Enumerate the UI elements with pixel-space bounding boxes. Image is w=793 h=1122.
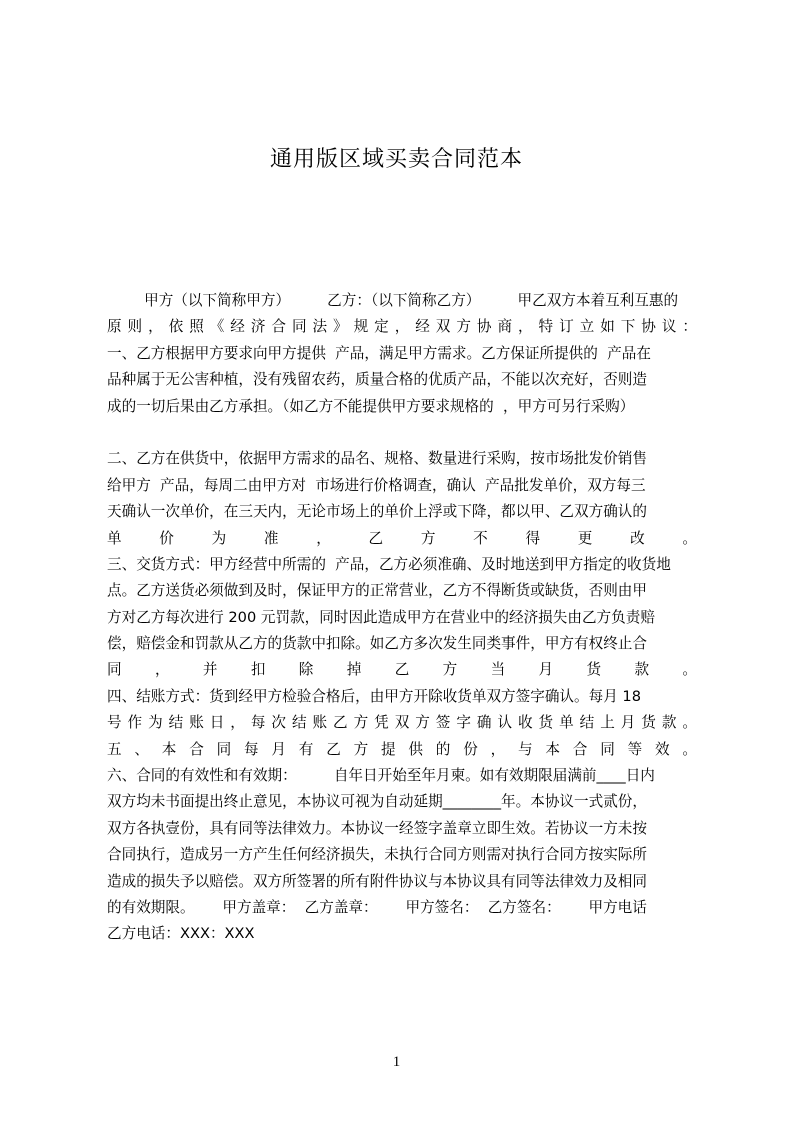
- paragraph-line: 二、乙方在供货中，依据甲方需求的品名、规格、数量进行采购，按市场批发价销售: [107, 450, 647, 468]
- paragraph-line: 的有效期限。 甲方盖章： 乙方盖章： 甲方签名： 乙方签名： 甲方电话: [107, 898, 647, 916]
- paragraph-line: 方对乙方每次进行 200 元罚款，同时因此造成甲方在营业中的经济损失由乙方负责赔: [107, 608, 655, 626]
- paragraph-line: 号作为结账日，每次结账乙方凭双方签字确认收货单结上月货款。: [107, 714, 697, 732]
- page-number: 1: [392, 1054, 401, 1070]
- paragraph-line: 造成的损失予以赔偿。双方所签署的所有附件协议与本协议具有同等法律效力及相同: [107, 872, 647, 890]
- paragraph-line: 成的一切后果由乙方承担。（如乙方不能提供甲方要求规格的 ，甲方可另行采购）: [107, 397, 635, 415]
- paragraph-line: 品种属于无公害种植，没有残留农药，质量合格的优质产品，不能以次充好，否则造: [107, 371, 647, 389]
- document-title: 通用版区域买卖合同范本: [269, 147, 523, 172]
- paragraph-line: 双方各执壹份，具有同等法律效力。本协议一经签字盖章立即生效。若协议一方未按: [107, 819, 647, 837]
- paragraph-line: 四、结账方式：货到经甲方检验合格后，由甲方开除收货单双方签字确认。每月 18: [107, 687, 641, 705]
- paragraph-gap: [107, 420, 697, 446]
- contract-body: [107, 288, 697, 948]
- paragraph-line: 点。乙方送货必须做到及时，保证甲方的正常营业，乙方不得断货或缺货，否则由甲: [107, 582, 647, 600]
- paragraph-line: 天确认一次单价，在三天内，无论市场上的单价上浮或下降，都以甲、乙双方确认的: [107, 503, 647, 521]
- paragraph-line: 同，并扣除掉乙方当月货款。: [107, 661, 697, 679]
- paragraph-line: 双方均未书面提出终止意见，本协议可视为自动延期________年。本协议一式贰份，: [107, 793, 647, 811]
- paragraph-line: 一、乙方根据甲方要求向甲方提供 产品，满足甲方需求。乙方保证所提供的 产品在: [107, 344, 651, 362]
- paragraph-line: 三、交货方式：甲方经营中所需的 产品，乙方必须准确、及时地送到甲方指定的收货地: [107, 555, 671, 573]
- paragraph-line: 乙方电话：XXX：XXX: [107, 925, 255, 943]
- paragraph-line: 偿，赔偿金和罚款从乙方的货款中扣除。如乙方多次发生同类事件，甲方有权终止合: [107, 635, 647, 653]
- paragraph-line: 给甲方 产品，每周二由甲方对 市场进行价格调查，确认 产品批发单价，双方每三: [107, 476, 646, 494]
- paragraph-line: 原则，依照《经济合同法》规定，经双方协商，特订立如下协议：: [107, 318, 697, 336]
- paragraph-line: 六、合同的有效性和有效期： 自年日开始至年月柬。如有效期限届满前____日内: [107, 767, 655, 785]
- paragraph-line: 单价为准，乙方不得更改。: [107, 529, 697, 547]
- paragraph-line: 五、本合同每月有乙方提供的份，与本合同等效。: [107, 740, 697, 758]
- paragraph-line: 甲方（以下简称甲方） 乙方：（以下简称乙方） 甲乙双方本着互利互惠的: [107, 292, 679, 309]
- paragraph-line: 合同执行，造成另一方产生任何经济损失，未执行合同方则需对执行合同方按实际所: [107, 846, 647, 864]
